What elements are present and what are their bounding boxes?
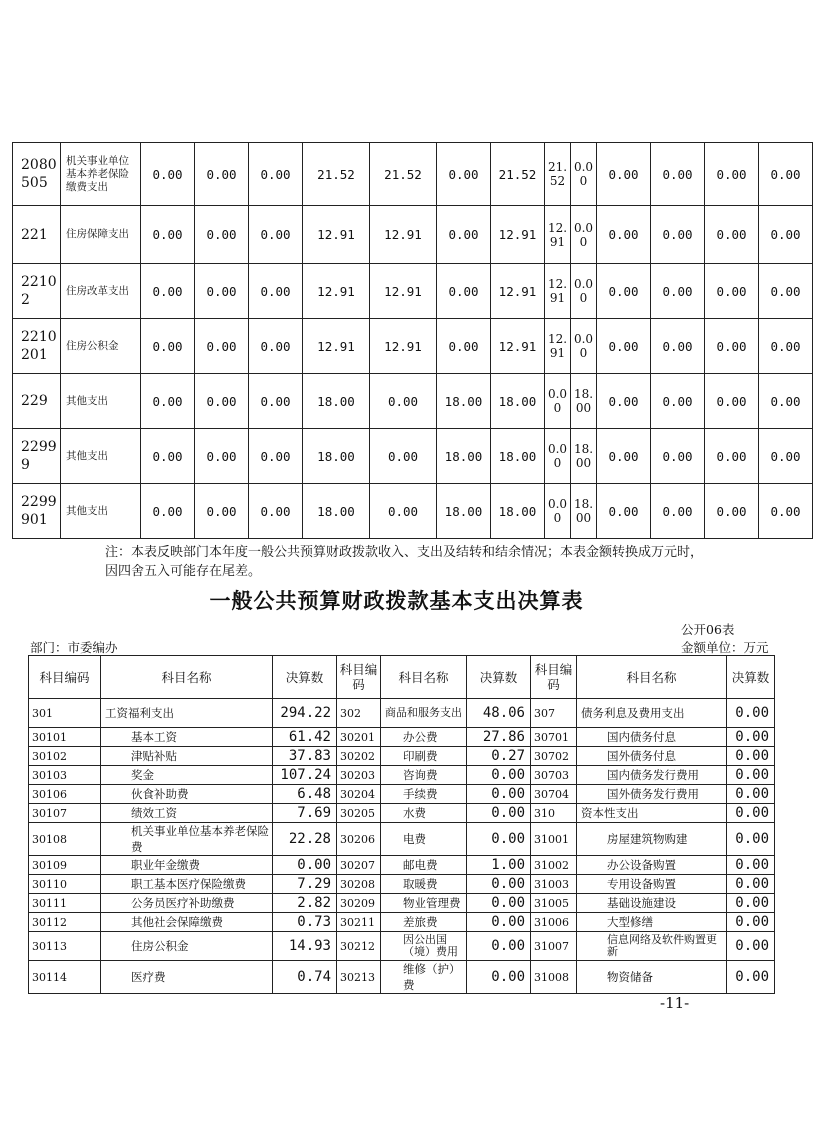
value-cell: 12.91 [370,264,437,319]
form-number: 公开06表 [681,622,735,637]
subject-name: 专用设备购置 [577,875,727,894]
value-cell: 0.00 [249,143,303,206]
amount: 0.00 [727,875,775,894]
amount: 0.00 [273,856,337,875]
value-cell: 0.00 [545,374,571,429]
value-cell: 0.00 [249,264,303,319]
value-cell: 21.52 [491,143,545,206]
value-cell: 0.00 [370,484,437,539]
value-cell: 12.91 [370,319,437,374]
basic-expenditure-table [28,655,775,994]
value-cell: 12.91 [545,319,571,374]
header-row [29,656,775,699]
amount: 22.28 [273,823,337,856]
subject-name: 印刷费 [381,747,467,766]
value-cell: 18.00 [303,429,370,484]
value-cell: 21.52 [303,143,370,206]
value-cell: 18.00 [491,429,545,484]
value-cell: 18.00 [491,484,545,539]
value-cell: 21.52 [370,143,437,206]
subject-name: 机关事业单位基本养老保险缴费支出 [61,143,141,206]
subject-name: 债务利息及费用支出 [577,699,727,728]
table-row [13,429,813,484]
subject-name: 资本性支出 [577,804,727,823]
column-header: 科目编码 [531,656,577,699]
subject-name: 差旅费 [381,913,467,932]
value-cell: 0.00 [141,374,195,429]
subject-name: 奖金 [101,766,273,785]
table-row [13,484,813,539]
subject-name: 其他支出 [61,429,141,484]
value-cell: 12.91 [370,206,437,264]
table-row [29,856,775,875]
value-cell: 18.00 [571,429,597,484]
value-cell: 12.91 [303,319,370,374]
subject-name: 公务员医疗补助缴费 [101,894,273,913]
value-cell: 18.00 [571,374,597,429]
table-row [13,206,813,264]
value-cell: 0.00 [571,319,597,374]
subject-code: 30114 [29,961,101,994]
table-row [29,747,775,766]
value-cell: 21.52 [545,143,571,206]
amount: 0.00 [727,913,775,932]
subject-code: 30203 [337,766,381,785]
value-cell: 0.00 [249,206,303,264]
subject-name: 机关事业单位基本养老保险费 [101,823,273,856]
subject-name: 维修（护）费 [381,961,467,994]
subject-code: 30207 [337,856,381,875]
subject-code: 31001 [531,823,577,856]
value-cell: 0.00 [571,264,597,319]
unit-label: 金额单位：万元 [681,640,769,655]
subject-name: 商品和服务支出 [381,699,467,728]
table-row [13,264,813,319]
subject-name: 医疗费 [101,961,273,994]
value-cell: 0.00 [597,143,651,206]
subject-name: 房屋建筑物购建 [577,823,727,856]
value-cell: 0.00 [195,484,249,539]
value-cell: 0.00 [249,484,303,539]
subject-code: 31002 [531,856,577,875]
subject-code: 30102 [29,747,101,766]
subject-name: 绩效工资 [101,804,273,823]
subject-code: 30212 [337,932,381,961]
table-row [13,143,813,206]
value-cell: 0.00 [597,264,651,319]
value-cell: 0.00 [651,484,705,539]
value-cell: 0.00 [705,206,759,264]
subject-name: 水费 [381,804,467,823]
value-cell: 0.00 [195,143,249,206]
amount: 0.00 [467,913,531,932]
table-row [29,804,775,823]
subject-code: 30106 [29,785,101,804]
table-row [29,699,775,728]
amount: 14.93 [273,932,337,961]
value-cell: 0.00 [651,319,705,374]
value-cell: 0.00 [651,374,705,429]
subject-code: 30112 [29,913,101,932]
subject-code: 30702 [531,747,577,766]
subject-name: 国外债务付息 [577,747,727,766]
value-cell: 12.91 [491,264,545,319]
amount: 0.00 [467,961,531,994]
value-cell: 0.00 [141,143,195,206]
subject-name: 工资福利支出 [101,699,273,728]
subject-name: 基本工资 [101,728,273,747]
subject-name: 因公出国（境）费用 [381,932,467,961]
value-cell: 0.00 [759,319,813,374]
value-cell: 12.91 [491,206,545,264]
column-header: 决算数 [273,656,337,699]
value-cell: 18.00 [437,429,491,484]
value-cell: 0.00 [705,319,759,374]
amount: 0.00 [467,875,531,894]
amount: 0.00 [727,894,775,913]
value-cell: 0.00 [759,143,813,206]
amount: 0.00 [727,785,775,804]
value-cell: 0.00 [437,264,491,319]
subject-name: 国内债务发行费用 [577,766,727,785]
subject-name: 取暖费 [381,875,467,894]
subject-code: 30704 [531,785,577,804]
amount: 0.73 [273,913,337,932]
amount: 0.00 [727,823,775,856]
subject-code: 30201 [337,728,381,747]
value-cell: 0.00 [597,484,651,539]
value-cell: 0.00 [437,319,491,374]
value-cell: 18.00 [437,374,491,429]
column-header: 科目名称 [381,656,467,699]
table-row [29,823,775,856]
subject-name: 基础设施建设 [577,894,727,913]
subject-code: 30103 [29,766,101,785]
table-row [29,728,775,747]
value-cell: 0.00 [651,429,705,484]
amount: 0.00 [467,785,531,804]
value-cell: 0.00 [195,374,249,429]
amount: 0.74 [273,961,337,994]
value-cell: 0.00 [651,206,705,264]
subject-name: 物业管理费 [381,894,467,913]
subject-code: 31005 [531,894,577,913]
table-row [29,913,775,932]
amount: 0.00 [727,932,775,961]
value-cell: 12.91 [303,264,370,319]
value-cell: 0.00 [195,264,249,319]
value-cell: 18.00 [303,484,370,539]
value-cell: 18.00 [303,374,370,429]
subject-name: 住房公积金 [61,319,141,374]
subject-code: 30108 [29,823,101,856]
amount: 48.06 [467,699,531,728]
column-header: 科目名称 [577,656,727,699]
table-row [13,374,813,429]
table-note: 注：本表反映部门本年度一般公共预算财政拨款收入、支出及结转和结余情况；本表金额转换成万元时，因四舍五入可能存在尾差。 [105,545,704,579]
amount: 7.69 [273,804,337,823]
table-row [13,319,813,374]
amount: 0.00 [467,804,531,823]
amount: 0.00 [727,728,775,747]
subject-name: 物资储备 [577,961,727,994]
amount: 0.00 [467,894,531,913]
value-cell: 12.91 [491,319,545,374]
value-cell: 0.00 [195,319,249,374]
amount: 37.83 [273,747,337,766]
subject-name: 住房改革支出 [61,264,141,319]
subject-name: 其他支出 [61,374,141,429]
subject-name: 住房保障支出 [61,206,141,264]
subject-code: 22999 [13,429,61,484]
value-cell: 0.00 [651,143,705,206]
subject-name: 住房公积金 [101,932,273,961]
value-cell: 0.00 [249,429,303,484]
amount: 0.00 [467,932,531,961]
subject-name: 办公费 [381,728,467,747]
value-cell: 18.00 [437,484,491,539]
subject-name: 其他支出 [61,484,141,539]
top-table [12,142,813,539]
subject-code: 30202 [337,747,381,766]
value-cell: 0.00 [705,264,759,319]
page-title: 一般公共预算财政拨款基本支出决算表 [209,589,584,613]
value-cell: 0.00 [759,429,813,484]
amount: 0.00 [727,856,775,875]
value-cell: 0.00 [597,206,651,264]
value-cell: 0.00 [705,374,759,429]
subject-code: 30101 [29,728,101,747]
table-row [29,961,775,994]
subject-code: 310 [531,804,577,823]
amount: 0.00 [727,804,775,823]
value-cell: 12.91 [545,206,571,264]
subject-name: 伙食补助费 [101,785,273,804]
column-header: 决算数 [467,656,531,699]
subject-code: 307 [531,699,577,728]
value-cell: 0.00 [141,319,195,374]
table-row [29,766,775,785]
table-row [29,785,775,804]
subject-code: 30703 [531,766,577,785]
value-cell: 0.00 [597,429,651,484]
value-cell: 0.00 [571,143,597,206]
amount: 27.86 [467,728,531,747]
amount: 61.42 [273,728,337,747]
subject-name: 职业年金缴费 [101,856,273,875]
value-cell: 0.00 [249,319,303,374]
subject-code: 30701 [531,728,577,747]
amount: 0.27 [467,747,531,766]
amount: 7.29 [273,875,337,894]
amount: 1.00 [467,856,531,875]
value-cell: 0.00 [437,143,491,206]
value-cell: 0.00 [759,264,813,319]
value-cell: 0.00 [597,374,651,429]
subject-code: 30206 [337,823,381,856]
subject-code: 30110 [29,875,101,894]
subject-name: 手续费 [381,785,467,804]
amount: 0.00 [727,699,775,728]
value-cell: 0.00 [195,429,249,484]
value-cell: 0.00 [437,206,491,264]
column-header: 决算数 [727,656,775,699]
column-header: 科目编码 [29,656,101,699]
subject-code: 30111 [29,894,101,913]
subject-name: 津贴补贴 [101,747,273,766]
value-cell: 0.00 [651,264,705,319]
subject-code: 31007 [531,932,577,961]
value-cell: 0.00 [141,264,195,319]
amount: 0.00 [467,823,531,856]
subject-name: 电费 [381,823,467,856]
subject-code: 30109 [29,856,101,875]
value-cell: 0.00 [705,143,759,206]
amount: 0.00 [467,766,531,785]
subject-code: 30213 [337,961,381,994]
value-cell: 18.00 [571,484,597,539]
subject-code: 30204 [337,785,381,804]
amount: 6.48 [273,785,337,804]
value-cell: 12.91 [545,264,571,319]
subject-name: 其他社会保障缴费 [101,913,273,932]
table-row [29,932,775,961]
subject-name: 信息网络及软件购置更新 [577,932,727,961]
column-header: 科目名称 [101,656,273,699]
table-row [29,894,775,913]
subject-name: 国外债务发行费用 [577,785,727,804]
amount: 294.22 [273,699,337,728]
subject-code: 31006 [531,913,577,932]
subject-code: 30209 [337,894,381,913]
value-cell: 0.00 [759,484,813,539]
subject-code: 2080505 [13,143,61,206]
value-cell: 18.00 [491,374,545,429]
subject-name: 咨询费 [381,766,467,785]
value-cell: 0.00 [571,206,597,264]
subject-code: 2210201 [13,319,61,374]
amount: 0.00 [727,961,775,994]
value-cell: 0.00 [195,206,249,264]
value-cell: 0.00 [597,319,651,374]
value-cell: 0.00 [141,484,195,539]
subject-code: 31008 [531,961,577,994]
subject-name: 职工基本医疗保险缴费 [101,875,273,894]
amount: 0.00 [727,747,775,766]
subject-code: 30113 [29,932,101,961]
subject-code: 30205 [337,804,381,823]
value-cell: 0.00 [545,484,571,539]
value-cell: 0.00 [545,429,571,484]
subject-name: 大型修缮 [577,913,727,932]
subject-name: 办公设备购置 [577,856,727,875]
subject-code: 31003 [531,875,577,894]
subject-code: 2299901 [13,484,61,539]
subject-code: 301 [29,699,101,728]
subject-code: 221 [13,206,61,264]
department-label: 部门：市委编办 [30,640,118,655]
value-cell: 0.00 [249,374,303,429]
value-cell: 0.00 [759,206,813,264]
subject-name: 邮电费 [381,856,467,875]
value-cell: 0.00 [370,374,437,429]
subject-code: 30208 [337,875,381,894]
page-number: -11- [660,994,690,1012]
amount: 0.00 [727,766,775,785]
subject-code: 30211 [337,913,381,932]
value-cell: 0.00 [141,429,195,484]
value-cell: 0.00 [759,374,813,429]
amount: 107.24 [273,766,337,785]
subject-name: 国内债务付息 [577,728,727,747]
table-row [29,875,775,894]
value-cell: 0.00 [705,484,759,539]
subject-code: 229 [13,374,61,429]
value-cell: 0.00 [705,429,759,484]
amount: 2.82 [273,894,337,913]
value-cell: 12.91 [303,206,370,264]
subject-code: 302 [337,699,381,728]
subject-code: 30107 [29,804,101,823]
subject-code: 22102 [13,264,61,319]
column-header: 科目编码 [337,656,381,699]
value-cell: 0.00 [141,206,195,264]
value-cell: 0.00 [370,429,437,484]
